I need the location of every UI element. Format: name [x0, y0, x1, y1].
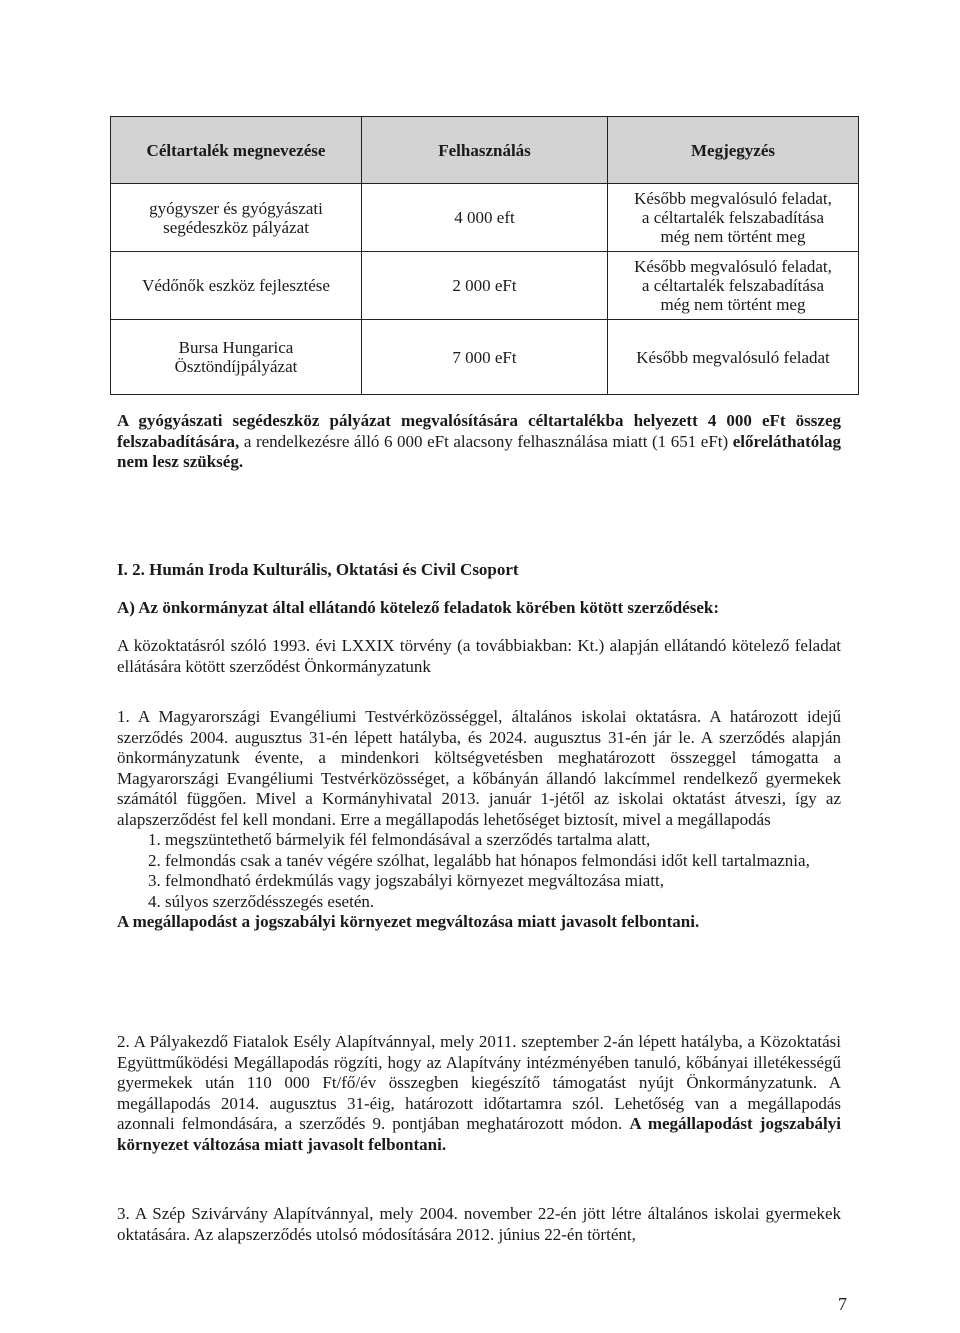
item1-conditions-list	[117, 830, 841, 912]
cell-name: Bursa Hungarica Ösztöndíjpályázat	[111, 320, 362, 395]
table-row	[111, 252, 859, 320]
cell-amount: 7 000 eFt	[362, 320, 608, 395]
summary-bold-start: A gyógyászati segédeszköz pályázat megvalósítására céltartalékba helyezett 4 000 eFt összeg felszabadítására,	[117, 411, 841, 451]
list-item: 2. felmondás csak a tanév végére szólhat, legalább hat hónapos felmondási időt kell tartalmaznia,	[148, 850, 810, 870]
header-note: Megjegyzés	[608, 117, 859, 184]
page-number: 7	[838, 1294, 847, 1314]
cell-name: gyógyszer és gyógyászati segédeszköz pályázat	[111, 184, 362, 252]
contract-item-2	[117, 1032, 841, 1155]
list-item: 3. felmondható érdekmúlás vagy jogszabályi környezet megváltozása miatt,	[148, 871, 664, 890]
intro-paragraph: A közoktatásról szóló 1993. évi LXXIX törvény (a továbbiakban: Kt.) alapján ellátandó kötelező feladat ellátására kötött szerződést Önkormányzatunk	[117, 636, 841, 676]
header-name: Céltartalék megnevezése	[111, 117, 362, 184]
item1-text: 1. A Magyarországi Evangéliumi Testvérközösséggel, általános iskolai oktatásra. A határozott idejű szerződés 2004. augusztus 31-én lépett hatályba, és 2024. augusztus 31-én jár le. A szerződés alapján önkormányzatunk évente, a mindenkori költségvetésben meghatározott összeggel támogatta a Magyarországi Evangéliumi Testvérközösséget, a kőbányán állandó lakcímmel rendelkező gyermekek számától függően. Mivel a Kormányhivatal 2013. január 1-jétől az iskolai oktatást átveszi, így az alapszerződést fel kell mondani. Erre a megállapodás lehetőséget biztosít, mivel a megállapodás	[117, 707, 841, 829]
table-row	[111, 320, 859, 395]
table-row	[111, 184, 859, 252]
item3-text: 3. A Szép Szivárvány Alapítvánnyal, mely 2004. november 22-én jött létre általános iskolai gyermekek oktatására. Az alapszerződés utolsó módosítására 2012. június 22-én történt,	[117, 1204, 841, 1244]
header-amount: Felhasználás	[362, 117, 608, 184]
contract-item-1	[117, 707, 841, 933]
summary-middle: a rendelkezésre álló 6 000 eFt alacsony felhasználása miatt (1 651 eFt)	[239, 431, 733, 451]
list-item: 1. megszüntethető bármelyik fél felmondásával a szerződés tartalma alatt,	[148, 830, 651, 849]
cell-amount: 2 000 eFt	[362, 252, 608, 320]
section-subheading: A) Az önkormányzat által ellátandó kötelező feladatok körében kötött szerződések:	[117, 598, 720, 617]
list-item: 4. súlyos szerződésszegés esetén.	[148, 891, 375, 911]
reserve-table	[110, 116, 859, 395]
cell-note: Később megvalósuló feladat, a céltartalék felszabadítása még nem történt meg	[608, 252, 859, 320]
cell-name: Védőnők eszköz fejlesztése	[111, 252, 362, 320]
table-header-row	[111, 117, 859, 184]
section-heading: I. 2. Humán Iroda Kulturális, Oktatási és Civil Csoport	[117, 560, 519, 579]
summary-bold-end: előreláthatólag nem lesz szükség.	[117, 431, 841, 471]
item1-conclusion: A megállapodást a jogszabályi környezet megváltozása miatt javasolt felbontani.	[117, 912, 700, 931]
summary-paragraph	[117, 411, 841, 473]
contract-item-3	[117, 1204, 841, 1245]
cell-amount: 4 000 eft	[362, 184, 608, 252]
item2-conclusion: A megállapodást jogszabályi környezet változása miatt javasolt felbontani.	[117, 1114, 842, 1154]
cell-note: Később megvalósuló feladat, a céltartalék felszabadítása még nem történt meg	[608, 184, 859, 252]
cell-note: Később megvalósuló feladat	[608, 320, 859, 395]
item2-text: 2. A Pályakezdő Fiatalok Esély Alapítvánnyal, mely 2011. szeptember 2-án lépett hatályba, a Közoktatási Együttműködési Megállapodás rögzíti, hogy az Alapítvány intézményében tanuló, kőbányai illetékességű gyermekek után 110 000 Ft/fő/év összegben kiegészítő támogatást nyújt Önkormányzatunk. A megállapodás 2014. augusztus 31-éig, határozott időtartamra szól. Lehetőség van a megállapodás azonnali felmondására, a szerződés 9. pontjában meghatározott módon.	[117, 1032, 841, 1133]
